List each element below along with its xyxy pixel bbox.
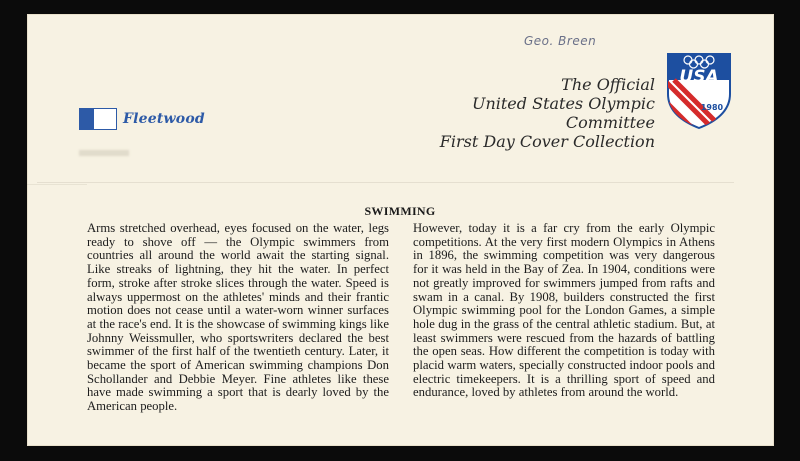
flap-divider — [37, 182, 734, 183]
paper-smudge — [79, 150, 129, 156]
article-right-column: However, today it is a far cry from the early Olympic competitions. At the very first modern Olympics in Athens in 1896, the swimming competition was very dangerous for it was held in the Bay of Zea. In 1904, conditions were not greatly improved for swimmers jumped from rafts and swam in a canal. By 1908, builders constructed the first Olympic swimming pool for the London Games, a simple hole dug in the grass of the central athletic stadium. But, at least swimmers were rescued from the hazards of battling the open seas. How different the competition is today with placid warm waters, specially constructed indoor pools and electric timekeepers. It is a thrilling sport of speed and endurance, loved by athletes from around the world. — [413, 221, 715, 400]
fleetwood-logo-mark — [79, 108, 117, 130]
envelope-flap — [27, 74, 87, 185]
title-line-2: United States Olympic Committee — [471, 94, 655, 132]
usa-olympic-shield-icon — [664, 50, 734, 130]
signature: Geo. Breen — [524, 34, 597, 48]
title-line-1: The Official — [561, 75, 655, 94]
title-line-3: First Day Cover Collection — [439, 132, 655, 151]
article-heading: SWIMMING — [364, 204, 436, 218]
fleetwood-logo — [79, 108, 205, 130]
article-left-column: Arms stretched overhead, eyes focused on the water, legs ready to shove off — the Olympic swimmers from countries all around the world await the starting signal. Like streaks of lightning, they hit the water. In perfect form, stroke after stroke slices through the water. Speed is always uppermost on the athletes' minds and their frantic motion does not cease until a water-worn winner surfaces at the race's end. It is the showcase of swimming kings like Johnny Weissmuller, who sportswriters declared the best swimmer of the first half of the twentieth century. Later, it became the sport of American swimming champions Don Schollander and Debbie Meyer. Fine athletes like these have made swimming a sport that is dearly loved by the American people. — [87, 221, 389, 414]
fleetwood-brand: Fleetwood — [123, 111, 205, 127]
shield-year: 1980 — [700, 103, 724, 112]
collection-title — [380, 75, 655, 151]
shield-text: USA — [679, 67, 719, 87]
